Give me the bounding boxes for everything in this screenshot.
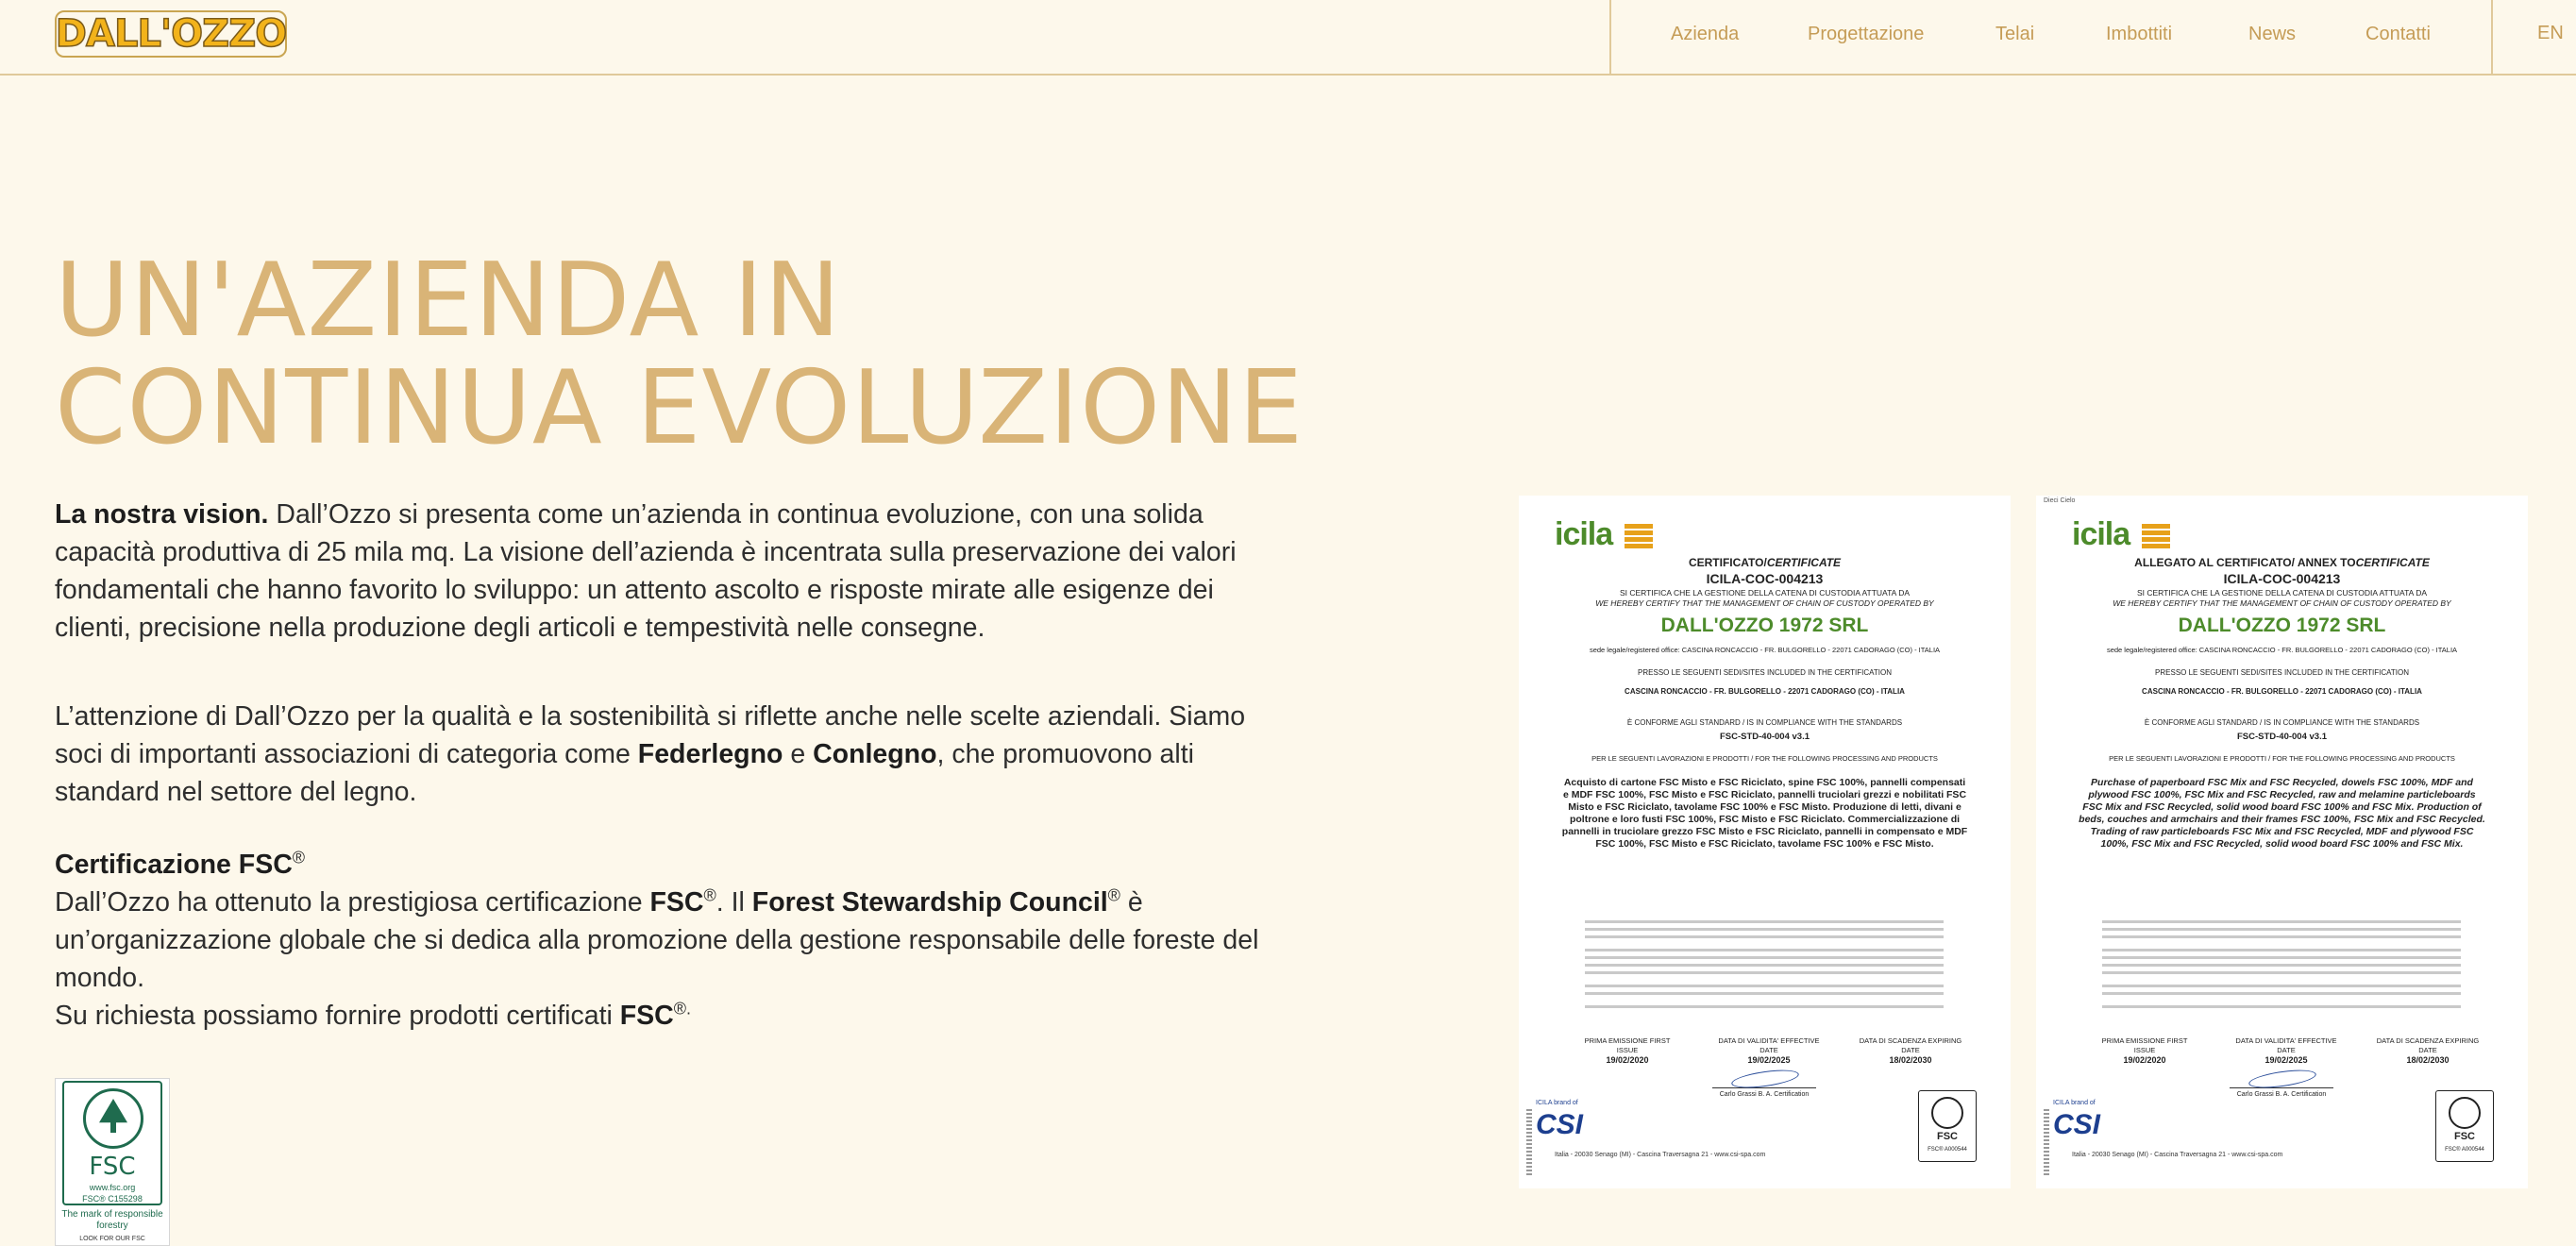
page-title-line-1: UN'AZIENDA IN (55, 242, 842, 360)
cert-date-effective-label: DATA DI VALIDITA' EFFECTIVE DATE (1718, 1036, 1820, 1054)
cert-statement-it: SI CERTIFICA CHE LA GESTIONE DELLA CATENA DI CUSTODIA ATTUATA DA (1619, 588, 1911, 598)
cert-fine-print (1585, 964, 1944, 967)
fsc-badge-frame (62, 1081, 162, 1205)
nav-item-telai[interactable]: Telai (1995, 24, 2035, 44)
cert-date-effective (1717, 1036, 1821, 1066)
org-conlegno: Conlegno (813, 739, 937, 769)
cert-sites: CASCINA RONCACCIO - FR. BULGORELLO - 22071 CADORAGO (CO) - ITALIA (2142, 687, 2422, 696)
language-switch[interactable]: EN (2537, 23, 2564, 43)
cert-fine-print (1585, 949, 1944, 951)
nav-item-azienda[interactable]: Azienda (1671, 24, 1740, 44)
vision-paragraph (55, 496, 1282, 647)
fsc-mini-logo (1918, 1090, 1977, 1162)
fsc-title-reg: ® (292, 848, 306, 867)
fsc-section (55, 846, 1282, 1035)
fsc-badge-letters: FSC (89, 1153, 136, 1181)
page-title-line-2: CONTINUA EVOLUZIONE (55, 349, 1305, 467)
cert-heading-a: ALLEGATO AL CERTIFICATO/ ANNEX TO (2134, 556, 2356, 569)
fsc-badge-web: www.fsc.org (89, 1183, 136, 1192)
cert-products: Acquisto di cartone FSC Misto e FSC Riciclato, spine FSC 100%, pannelli compensati e MDF FSC 100%, FSC Misto e FSC Riciclato, pannelli truciolari grezzi e nobilitati FSC Misto e FSC Riciclato, tavolame FSC 100% e FSC Misto. Produzione di letti, divani e poltrone e loro fusti FSC 100%, FSC Misto e FSC Riciclato. Commercializzazione di pannelli in truciolare grezzo FSC Misto e FSC Riciclato, pannelli in compensato e MDF FSC 100%, FSC Misto e FSC Riciclato, tavolame FSC 100% e FSC Misto. (1561, 777, 1968, 850)
cert-compliance: È CONFORME AGLI STANDARD / IS IN COMPLIANCE WITH THE STANDARDS (1626, 718, 1903, 727)
cert-date-expiry-value: 18/02/2030 (2406, 1055, 2450, 1065)
cert-date-effective-label: DATA DI VALIDITA' EFFECTIVE DATE (2235, 1036, 2337, 1054)
certificate-image[interactable] (1519, 496, 2011, 1188)
cert-date-expiry (1859, 1036, 1962, 1066)
cert-fine-print (1585, 971, 1944, 974)
fsc-reg-2: ® (1107, 885, 1120, 905)
certificate-annex-image[interactable] (2036, 496, 2528, 1188)
icila-bars-icon (2142, 524, 2170, 548)
cert-code: ICILA-COC-004213 (1706, 571, 1824, 586)
cert-standard: FSC-STD-40-004 v3.1 (1719, 732, 1810, 742)
fsc-word-2: FSC (619, 1001, 674, 1031)
cert-date-expiry-label: DATA DI SCADENZA EXPIRING DATE (2376, 1036, 2480, 1054)
vision-text: Dall’Ozzo si presenta come un’azienda in continua evoluzione, con una solida capacità produttiva di 25 mila mq. La visione dell’azienda è incentrata sulla preservazione dei valori fondamentali che hanno favorito lo sviluppo: un attento ascolto e risposte mirate alle esigenze dei clienti, precisione nella produzione degli articoli e tempestività nelle consegne. (55, 499, 1237, 643)
fsc-mini-code: FSC® A000544 (1928, 1147, 1967, 1153)
cert-company: DALL'OZZO 1972 SRL (2178, 615, 2386, 636)
cert-sites: CASCINA RONCACCIO - FR. BULGORELLO - 22071 CADORAGO (CO) - ITALIA (1625, 687, 1905, 696)
cert-date-expiry-label: DATA DI SCADENZA EXPIRING DATE (1859, 1036, 1962, 1054)
cert-standard: FSC-STD-40-004 v3.1 (2236, 732, 2328, 742)
cert-date-effective-value: 19/02/2025 (1747, 1055, 1791, 1065)
cert-date-effective (2234, 1036, 2338, 1066)
cert-dates (1575, 1036, 1962, 1065)
quality-paragraph (55, 698, 1282, 811)
fsc-paragraph (55, 884, 1282, 997)
csi-logo: CSI (2053, 1109, 2101, 1140)
fsc-badge-mark: The mark of responsible forestry (61, 1209, 163, 1231)
cert-heading-b: CERTIFICATE (1766, 556, 1842, 569)
cert-fine-print (2102, 964, 2461, 967)
cert-heading (2036, 556, 2528, 569)
cert-date-first (1575, 1036, 1679, 1066)
cert-sites-label: PRESSO LE SEGUENTI SEDI/SITES INCLUDED IN THE CERTIFICATION (1638, 668, 1892, 677)
cert-fine-print (2102, 1005, 2461, 1008)
cert-fine-print (2102, 956, 2461, 959)
cert-statement-en: WE HEREBY CERTIFY THAT THE MANAGEMENT OF CHAIN OF CUSTODY OPERATED BY (1595, 598, 1934, 608)
cert-date-first-value: 19/02/2020 (2123, 1055, 2166, 1065)
fsc-reg-1: ® (703, 885, 716, 905)
org-federlegno: Federlegno (637, 739, 783, 769)
icila-logo: icila (2072, 516, 2130, 552)
cert-fine-print (1585, 956, 1944, 959)
cert-sites-label: PRESSO LE SEGUENTI SEDI/SITES INCLUDED IN THE CERTIFICATION (2155, 668, 2409, 677)
quality-text-1: L’attenzione di Dall’Ozzo per la qualità e la sostenibilità si riflette anche nelle scelte aziendali. Siamo soci di importanti associazioni di categoria come (55, 701, 1246, 769)
cert-code: ICILA-COC-004213 (2223, 571, 2341, 586)
cert-statement-en: WE HEREBY CERTIFY THAT THE MANAGEMENT OF CHAIN OF CUSTODY OPERATED BY (2113, 598, 2451, 608)
cert-footer: Italia - 20030 Senago (MI) - Cascina Traversagna 21 - www.csi-spa.com (2072, 1152, 2283, 1158)
icila-logo: icila (1555, 516, 1613, 552)
fsc-mini-code: FSC® A000544 (2445, 1147, 2484, 1153)
icila-bars-icon (1625, 524, 1653, 548)
cert-compliance: È CONFORME AGLI STANDARD / IS IN COMPLIANCE WITH THE STANDARDS (2144, 718, 2420, 727)
cert-date-first-label: PRIMA EMISSIONE FIRST ISSUE (2101, 1036, 2188, 1054)
cert-address: sede legale/registered office: CASCINA RONCACCIO - FR. BULGORELLO - 22071 CADORAGO (CO) - ITALIA (1589, 646, 1941, 654)
fsc-mini-letters: FSC (2454, 1131, 2475, 1142)
cert-date-expiry (2376, 1036, 2480, 1066)
fsc-text-4: Su richiesta possiamo fornire prodotti certificati (55, 1001, 620, 1031)
fsc-badge-code: FSC® C155298 (82, 1194, 143, 1204)
cert-fine-print (2102, 985, 2461, 987)
cert-heading (1519, 556, 2011, 569)
cert-fine-print (2102, 992, 2461, 995)
cert-processing-label: PER LE SEGUENTI LAVORAZIONI E PRODOTTI / FOR THE FOLLOWING PROCESSING AND PRODUCTS (2109, 754, 2455, 763)
cert-heading-b: CERTIFICATE (2355, 556, 2430, 569)
fsc-mini-logo (2435, 1090, 2494, 1162)
cert-side-text (1526, 1109, 1532, 1175)
cert-side-text (2044, 1109, 2049, 1175)
csi-note: ICILA brand of (2053, 1100, 2096, 1106)
cert-fine-print (2102, 935, 2461, 938)
fsc-badge (55, 1078, 170, 1246)
cert-fine-print (1585, 985, 1944, 987)
nav-item-imbottiti[interactable]: Imbottiti (2106, 24, 2173, 44)
cert-date-first-label: PRIMA EMISSIONE FIRST ISSUE (1584, 1036, 1671, 1054)
cert-date-first-value: 19/02/2020 (1606, 1055, 1649, 1065)
cert-dates (2093, 1036, 2480, 1065)
cert-fine-print (2102, 949, 2461, 951)
cert-signer: Carlo Grassi B. A. Certification (1719, 1091, 1810, 1098)
cert-fine-print (2102, 928, 2461, 931)
logo-text: DALL'OZZO (55, 12, 287, 56)
cert-date-first (2093, 1036, 2197, 1066)
nav-item-contatti[interactable]: Contatti (2366, 24, 2431, 44)
cert-company: DALL'OZZO 1972 SRL (1660, 615, 1869, 636)
fsc-text-3: è un’organizzazione globale che si dedica alla promozione della gestione responsabile delle foreste del mondo. (55, 887, 1259, 993)
main-nav (1609, 0, 2493, 76)
fsc-council: Forest Stewardship Council (751, 887, 1108, 918)
cert-fine-print (1585, 935, 1944, 938)
page-title (55, 242, 1305, 467)
cert-products: Purchase of paperboard FSC Mix and FSC Recycled, dowels FSC 100%, MDF and plywood FSC 100%, FSC Mix and FSC Recycled, raw and melamine particleboards FSC Mix and FSC Recycled, solid wood board FSC 100% and FSC Mix. Production of beds, couches and armchairs and their frames FSC 100%, FSC Mix and FSC Recycled. Trading of raw particleboards FSC Mix and FSC Recycled, MDF and plywood FSC 100%, FSC Mix and FSC Recycled, solid wood board FSC 100% and FSC Mix. (2079, 777, 2485, 850)
csi-logo: CSI (1536, 1109, 1584, 1140)
cert-fine-print (2102, 920, 2461, 923)
csi-note: ICILA brand of (1536, 1100, 1578, 1106)
fsc-text-2: . Il (716, 887, 752, 918)
cert-top-note: Dieci Cielo (2044, 497, 2076, 504)
fsc-mini-letters: FSC (1937, 1131, 1958, 1142)
cert-fine-print (1585, 920, 1944, 923)
cert-footer: Italia - 20030 Senago (MI) - Cascina Traversagna 21 - www.csi-spa.com (1555, 1152, 1766, 1158)
cert-fine-print (2102, 971, 2461, 974)
fsc-word: FSC (649, 887, 704, 918)
cert-statement-it: SI CERTIFICA CHE LA GESTIONE DELLA CATENA DI CUSTODIA ATTUATA DA (2136, 588, 2428, 598)
fsc-text-1: Dall’Ozzo ha ottenuto la prestigiosa certificazione (55, 887, 650, 918)
cert-date-expiry-value: 18/02/2030 (1889, 1055, 1932, 1065)
cert-processing-label: PER LE SEGUENTI LAVORAZIONI E PRODOTTI / FOR THE FOLLOWING PROCESSING AND PRODUCTS (1591, 754, 1938, 763)
nav-item-progettazione[interactable]: Progettazione (1808, 24, 1925, 44)
signature (1712, 1069, 1816, 1088)
cert-address: sede legale/registered office: CASCINA RONCACCIO - FR. BULGORELLO - 22071 CADORAGO (CO) - ITALIA (2106, 646, 2458, 654)
fsc-reg-3: ® (673, 999, 687, 1019)
fsc-request-line (55, 997, 1282, 1035)
fsc-tree-icon (83, 1088, 143, 1149)
fsc-title: Certificazione FSC (55, 850, 293, 880)
cert-fine-print (1585, 1005, 1944, 1008)
quality-text-2: , che promuovono alti standard nel settore del legno. (55, 739, 1194, 807)
nav-item-news[interactable]: News (2248, 24, 2297, 44)
fsc-badge-look: LOOK FOR OUR FSC (79, 1236, 145, 1242)
site-header (0, 0, 2576, 76)
signature (2230, 1069, 2333, 1088)
cert-fine-print (1585, 928, 1944, 931)
quality-and: e (783, 739, 814, 769)
cert-fine-print (1585, 992, 1944, 995)
cert-date-effective-value: 19/02/2025 (2265, 1055, 2308, 1065)
brand-logo[interactable] (55, 10, 287, 58)
cert-heading-a: CERTIFICATO/ (1688, 556, 1767, 569)
cert-signer: Carlo Grassi B. A. Certification (2236, 1091, 2327, 1098)
vision-lead: La nostra vision. (55, 499, 269, 530)
fsc-end: . (686, 999, 692, 1019)
